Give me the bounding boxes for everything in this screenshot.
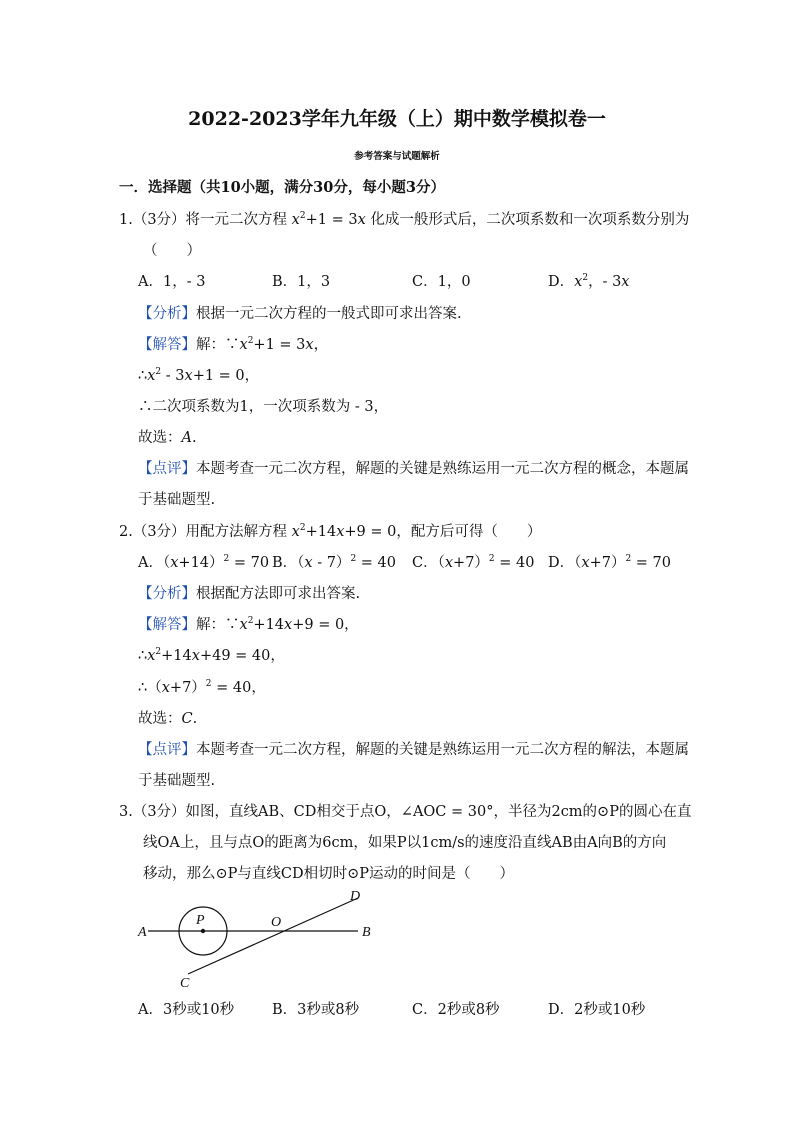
q1-stem: [119, 208, 689, 229]
label-c: C: [180, 976, 190, 991]
label-d: D: [350, 889, 361, 904]
page-subtitle: 参考答案与试题解析: [354, 151, 440, 162]
q1-stem-prefix: 1.（3分）将一元二次方程: [119, 212, 292, 228]
q1-analysis-text: 根据一元二次方程的一般式即可求出答案.: [196, 306, 462, 322]
label-o: O: [271, 915, 282, 930]
analysis-tag: 【分析】: [138, 586, 196, 602]
q2-comment: [138, 738, 689, 759]
q1-option-b: B．1，3: [272, 274, 331, 290]
q1-comment-cont: 于基础题型.: [138, 492, 216, 508]
label-a: A: [138, 925, 147, 940]
analysis-tag: 【分析】: [138, 306, 196, 322]
q2-comment-cont: 于基础题型.: [138, 773, 216, 789]
q2-option-b: B．（x - 7）$^2$ = 40: [272, 554, 396, 571]
q2-option-c: C．$(x+7)^2 = 40$: [412, 554, 535, 571]
solution-tag: 【解答】: [138, 337, 196, 353]
q1-solution: 【解答】解：$\because x^2+1 = 3x$，: [138, 336, 329, 353]
q3-option-b: B．3秒或8秒: [272, 1002, 360, 1018]
q3-stem-line-2: 线OA上，且与点O的距离为6cm，如果P以1cm/s的速度沿直线AB由A向B的方向: [143, 835, 667, 851]
q2-option-d: D．$(x+7)^2 = 70$: [548, 554, 672, 571]
q3-figure: [130, 884, 390, 994]
q3-stem-line-1: 3.（3分）如图，直线AB、CD相交于点O，∠AOC = 30°，半径为2cm的⊙P的圆心在直: [119, 804, 692, 820]
q2-solution: 【解答】解：$\because x^2+14x+9 = 0$，: [138, 616, 359, 633]
q2-stem: [119, 520, 541, 541]
q2-solution-answer: 故选：C.: [138, 711, 198, 727]
q2-comment-text: 本题考查一元二次方程，解题的关键是熟练运用一元二次方程的解法，本题属: [196, 742, 689, 758]
q2-solution-step-2: $\therefore x^2+14x+49 = 40$，: [138, 647, 285, 664]
q2-analysis-text: 根据配方法即可求出答案.: [196, 586, 361, 602]
q2-equation: $x^2+14x+9 = 0$: [291, 523, 397, 540]
q1-comment-text: 本题考查一元二次方程，解题的关键是熟练运用一元二次方程的概念，本题属: [196, 461, 689, 477]
q1-solution-answer: 故选：A.: [138, 430, 197, 446]
q1-stem-paren: （ ）: [143, 243, 201, 259]
q1-solution-step-2: $\therefore x^2 - 3x+1 = 0$，: [138, 367, 260, 384]
q2-stem-prefix: 2.（3分）用配方法解方程: [119, 524, 292, 540]
q2-option-a: A．$(x+14)^2 = 70$: [138, 554, 270, 571]
comment-tag: 【点评】: [138, 742, 196, 758]
q1-comment: [138, 457, 689, 478]
section-heading: 一．选择题（共10小题，满分30分，每小题3分）: [119, 179, 445, 196]
q1-analysis: [138, 302, 462, 323]
q2-solution-step-3: $\therefore(x+7)^2 = 40$，: [138, 679, 266, 696]
q3-option-d: D．2秒或10秒: [548, 1002, 646, 1018]
page-title: 2022-2023学年九年级（上）期中数学模拟卷一: [188, 108, 606, 130]
q3-stem-line-3: 移动，那么⊙P与直线CD相切时⊙P运动的时间是（ ）: [143, 866, 515, 882]
point-p: [201, 929, 205, 933]
comment-tag: 【点评】: [138, 461, 196, 477]
q2-stem-suffix: ，配方后可得（ ）: [396, 524, 542, 540]
q1-stem-suffix: 化成一般形式后，二次项系数和一次项系数分别为: [365, 212, 690, 228]
label-b: B: [362, 925, 371, 940]
label-p: P: [196, 913, 205, 928]
q1-option-d: D．$x^2$，- 3x: [548, 273, 630, 290]
q1-solution-step-3: ∴二次项系数为1，一次项系数为 - 3，: [138, 399, 389, 415]
q2-analysis: [138, 582, 360, 603]
q1-option-c: C．1，0: [412, 274, 471, 290]
q3-option-c: C．2秒或8秒: [412, 1002, 500, 1018]
q1-option-a: A．1，- 3: [138, 274, 206, 290]
q3-option-a: A．3秒或10秒: [138, 1002, 235, 1018]
q1-equation: $x^2+1 = 3x$: [291, 211, 366, 228]
solution-tag: 【解答】: [138, 617, 196, 633]
